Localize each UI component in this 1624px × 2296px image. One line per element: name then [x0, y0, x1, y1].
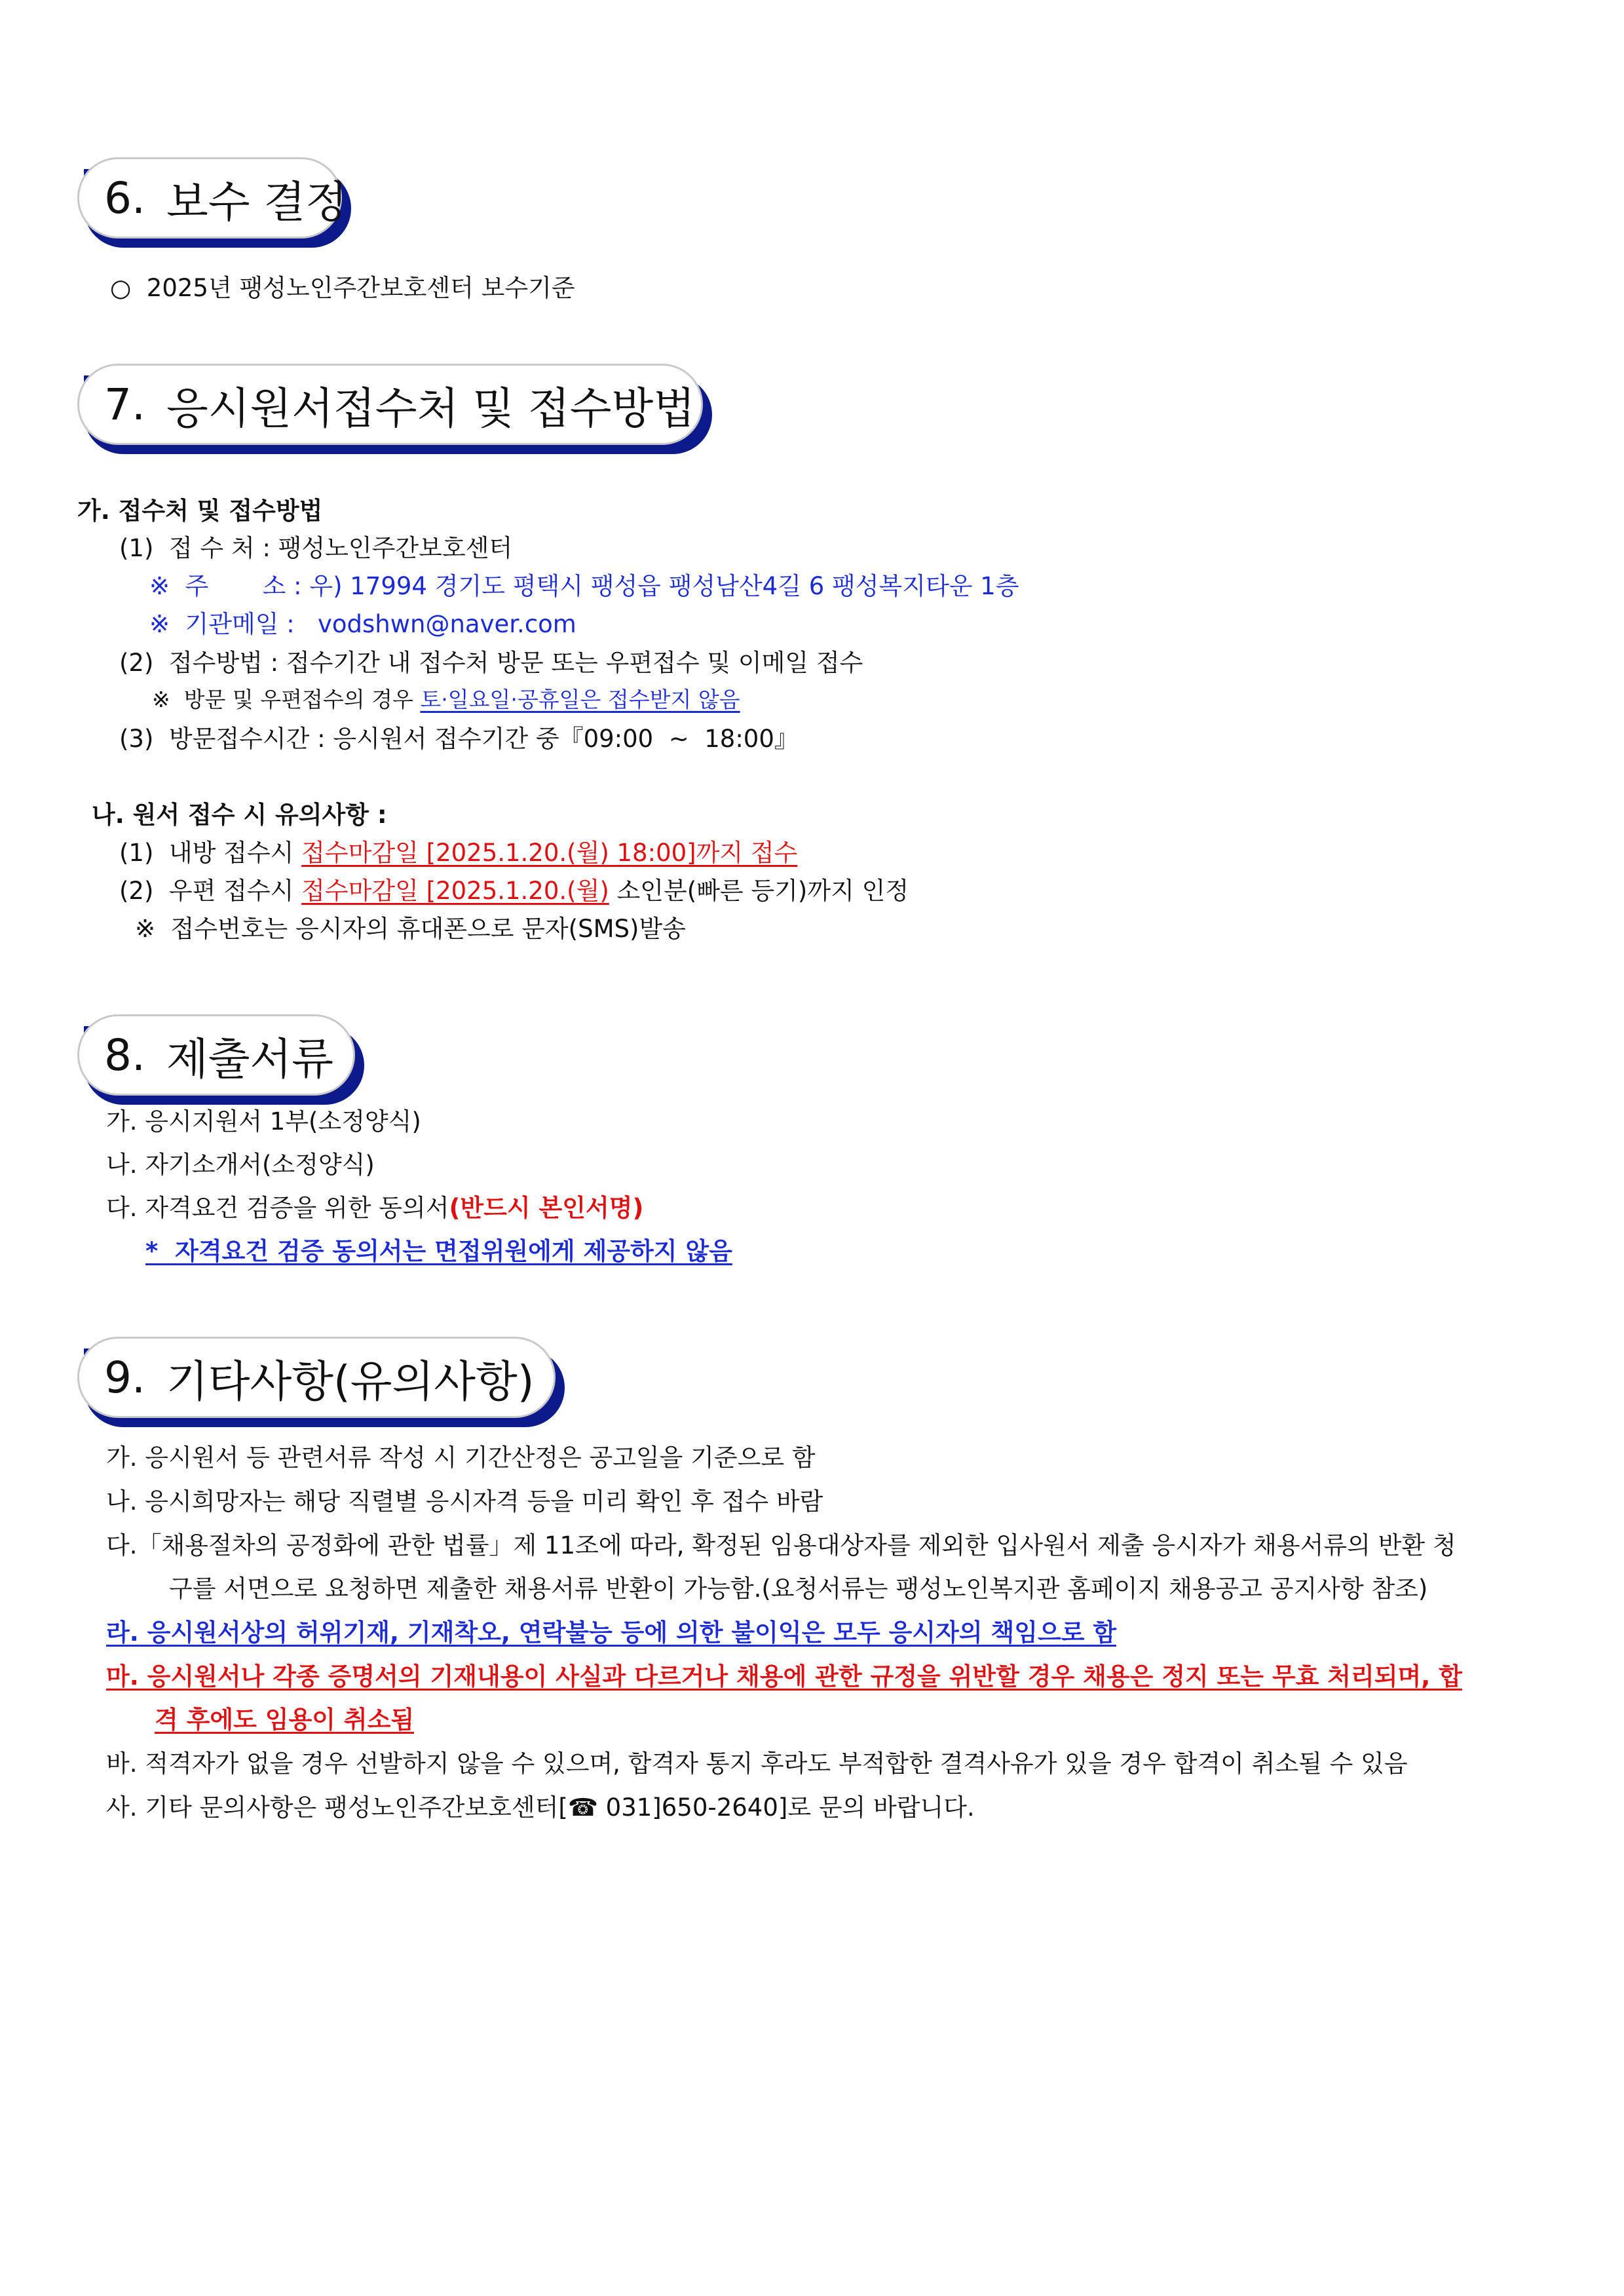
section-number: 6.	[104, 172, 145, 223]
section-9-header	[77, 1337, 556, 1418]
visit-deadline-date: 접수마감일 [2025.1.20.(월) 18:00]까지 접수	[301, 839, 798, 867]
deadline-suffix: 소인분(빠른 등기)까지 인정	[609, 877, 909, 905]
doc-application: 가. 응시지원서 1부(소정양식)	[106, 1107, 421, 1136]
section-7-header	[77, 364, 703, 445]
section-8-header	[77, 1014, 355, 1096]
section-number: 9.	[104, 1352, 145, 1403]
mail-deadline-date: 접수마감일 [2025.1.20.(월)	[301, 877, 609, 905]
receipt-address: ※ 주 소 : 우) 17994 경기도 평택시 팽성읍 팽성남산4길 6 팽성복지타운 1층	[149, 572, 1019, 600]
section-number: 7.	[104, 379, 145, 430]
section-number: 8.	[104, 1029, 145, 1081]
note-document-return-cont: 구를 서면으로 요청하면 제출한 채용서류 반환이 가능함.(요청서류는 팽성노인복지관 홈페이지 채용공고 공지사항 참조)	[169, 1575, 1428, 1603]
deadline-label: (2) 우편 접수시	[119, 877, 302, 905]
note-period: 가. 응시원서 등 관련서류 작성 시 기간산정은 공고일을 기준으로 함	[106, 1444, 816, 1472]
receipt-email: ※ 기관메일 : vodshwn@naver.com	[149, 610, 576, 638]
signature-required: (반드시 본인서명)	[449, 1194, 644, 1222]
note-text: ※ 방문 및 우편접수의 경우	[152, 687, 421, 712]
section-title: 제출서류	[166, 1033, 334, 1084]
note-no-candidate: 바. 적격자가 없을 경우 선발하지 않을 수 있으며, 합격자 통지 후라도 부적합한 결격사유가 있을 경우 합격이 취소될 수 있음	[106, 1750, 1408, 1778]
caution-subheading: 나. 원서 접수 시 유의사항 :	[92, 801, 387, 829]
doc-self-intro: 나. 자기소개서(소정양식)	[106, 1151, 375, 1179]
visit-hours: (3) 방문접수시간 : 응시원서 접수기간 중『09:00 ~ 18:00』	[119, 725, 799, 753]
note-document-return: 다.「채용절차의 공정화에 관한 법률」제 11조에 따라, 확정된 임용대상자를 제외한 입사원서 제출 응시자가 채용서류의 반환 청	[106, 1531, 1456, 1559]
sms-note: ※ 접수번호는 응시자의 휴대폰으로 문자(SMS)발송	[135, 915, 686, 943]
consent-label: 다. 자격요건 검증을 위한 동의서	[106, 1194, 449, 1222]
section-title: 응시원서접수처 및 접수방법	[166, 383, 696, 434]
note-false-entry: 라. 응시원서상의 허위기재, 기재착오, 연락불능 등에 의한 불이익은 모두 응시자의 책임으로 함	[106, 1618, 1117, 1647]
section-title: 기타사항(유의사항)	[166, 1356, 535, 1407]
holiday-notice: 토·일요일·공휴일은 접수받지 않음	[420, 687, 740, 712]
note-invalid: 마. 응시원서나 각종 증명서의 기재내용이 사실과 다르거나 채용에 관한 규정을 위반할 경우 채용은 정지 또는 무효 처리되며, 합	[106, 1662, 1462, 1691]
mail-deadline	[119, 877, 909, 906]
visit-deadline	[119, 839, 797, 868]
section-title: 보수 결정	[166, 176, 347, 227]
section-6-header	[77, 157, 347, 239]
pay-standard-item: ○ 2025년 팽성노인주간보호센터 보수기준	[110, 274, 575, 302]
deadline-label: (1) 내방 접수시	[119, 839, 302, 867]
note-eligibility: 나. 응시희망자는 해당 직렬별 응시자격 등을 미리 확인 후 접수 바람	[106, 1487, 823, 1516]
note-invalid-cont: 격 후에도 임용이 취소됨	[155, 1706, 415, 1734]
consent-note: * 자격요건 검증 동의서는 면접위원에게 제공하지 않음	[145, 1237, 732, 1265]
receipt-subheading: 가. 접수처 및 접수방법	[77, 497, 323, 525]
receipt-method-note	[152, 687, 740, 713]
receipt-place: (1) 접 수 처 : 팽성노인주간보호센터	[119, 534, 513, 562]
note-contact: 사. 기타 문의사항은 팽성노인주간보호센터[☎ 031]650-2640]로 문의 바랍니다.	[106, 1793, 975, 1822]
receipt-method: (2) 접수방법 : 접수기간 내 접수처 방문 또는 우편접수 및 이메일 접수	[119, 649, 863, 677]
doc-consent	[106, 1194, 643, 1223]
